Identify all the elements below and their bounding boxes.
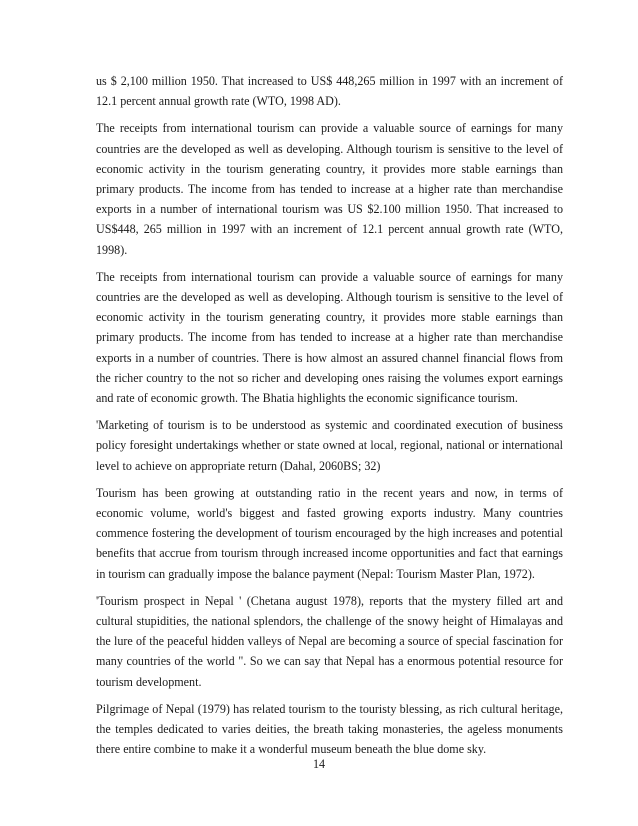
paragraph-6: 'Tourism prospect in Nepal ' (Chetana august 1978), reports that the mystery filled art and cultural stupidities, the national splendors, the challenge of the snowy height of Himalayas and the lure of the peaceful hidden valleys of Nepal are becoming a source of special fascination for many countries of the world ". So we can say that Nepal has a enormous potential resource for tourism development. [96,593,563,689]
page-number: 14 [312,757,326,771]
paragraph-4: 'Marketing of tourism is to be understood as systemic and coordinated execution of business policy foresight undertakings whether or state owned at local, regional, national or international level to achieve on appropriate return (Dahal, 2060BS; 32) [96,418,563,473]
paragraph-2: The receipts from international tourism can provide a valuable source of earnings for many countries are the developed as well as developing. Although tourism is sensitive to the level of economic activity in the tourism generating country, it provides more stable earnings than primary products. The income from has tended to increase at a higher rate than merchandise exports in a number of international tourism was US $2.100 million 1950. That increased to US$448, 265 million in 1997 with an increment of 12.1 percent annual growth rate (WTO, 1998). [96,121,563,257]
paragraph-5: Tourism has been growing at outstanding ratio in the recent years and now, in terms of economic volume, world's biggest and fasted growing exports industry. Many countries commence fostering the development of tourism encouraged by the high increases and potential benefits that accrue from tourism through increased income opportunities and fact that earnings in tourism can gradually impose the balance payment (Nepal: Tourism Master Plan, 1972). [96,485,563,581]
paragraph-1: us $ 2,100 million 1950. That increased to US$ 448,265 million in 1997 with an increment of 12.1 percent annual growth rate (WTO, 1998 AD). [96,74,563,109]
paragraph-7: Pilgrimage of Nepal (1979) has related tourism to the touristy blessing, as rich cultural heritage, the temples dedicated to varies deities, the breath taking monasteries, the ageless monuments there entire combine to make it a wonderful museum beneath the blue dome sky. [96,701,563,757]
paragraph-3: The receipts from international tourism can provide a valuable source of earnings for many countries are the developed as well as developing. Although tourism is sensitive to the level of economic activity in the tourism generating country, it provides more stable earnings than primary products. The income from has tended to increase at a higher rate than merchandise exports in a number of countries. There is how almost an assured channel financial flows from the richer country to the not so richer and developing ones raising the volumes export earnings and rate of economic growth. The Bhatia highlights the economic significance tourism. [96,269,563,406]
document-body [96,71,563,767]
